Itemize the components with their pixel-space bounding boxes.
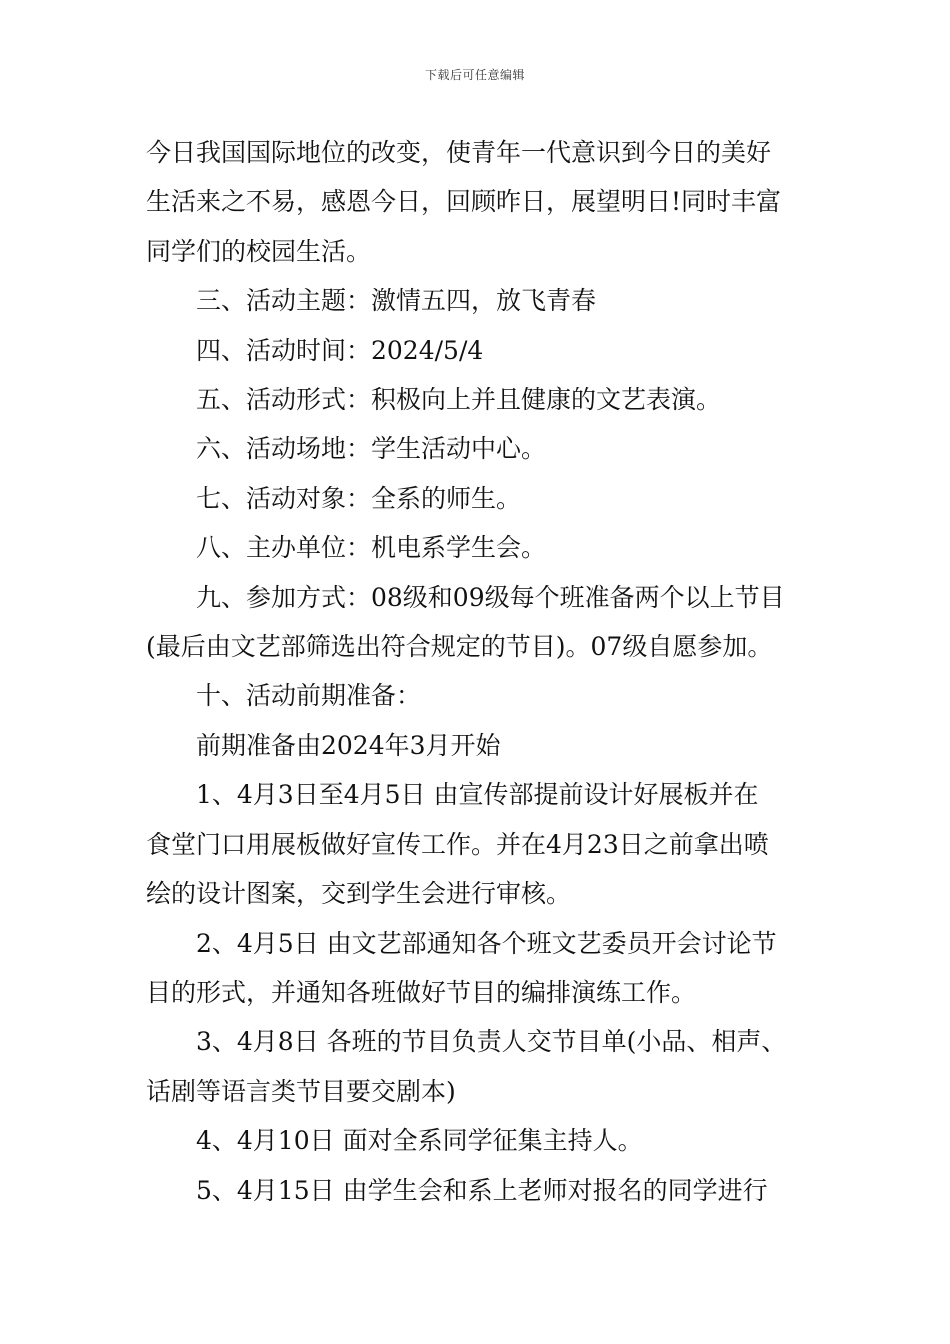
text-line: 1、4月3日至4月5日 由宣传部提前设计好展板并在 xyxy=(196,780,759,810)
paragraph-participation xyxy=(146,573,816,672)
paragraph-preparation-start xyxy=(146,721,816,770)
text-line: 食堂门口用展板做好宣传工作。并在4月23日之前拿出喷 xyxy=(146,829,769,859)
text-line: 六、活动场地：学生活动中心。 xyxy=(196,434,547,464)
paragraph-step-2 xyxy=(146,919,816,1018)
document-body xyxy=(146,128,816,1215)
text-line: 五、活动形式：积极向上并且健康的文艺表演。 xyxy=(196,385,722,415)
text-line: 四、活动时间：2024/5/4 xyxy=(196,335,484,365)
paragraph-step-3 xyxy=(146,1017,816,1116)
paragraph-step-5 xyxy=(146,1166,816,1215)
text-line: 今日我国国际地位的改变，使青年一代意识到今日的美好 xyxy=(146,138,772,167)
paragraph-activity-audience xyxy=(146,474,816,523)
text-line: 3、4月8日 各班的节目负责人交节目单(小品、相声、 xyxy=(196,1027,787,1057)
text-line: 目的形式，并通知各班做好节目的编排演练工作。 xyxy=(146,977,697,1007)
text-line: 话剧等语言类节目要交剧本) xyxy=(146,1076,456,1106)
text-line: 生活来之不易，感恩今日，回顾昨日，展望明日!同时丰富 xyxy=(146,187,782,217)
paragraph-activity-form xyxy=(146,375,816,424)
paragraph-activity-venue xyxy=(146,424,816,473)
text-line: 同学们的校园生活。 xyxy=(146,236,372,266)
text-line: 绘的设计图案，交到学生会进行审核。 xyxy=(146,879,572,909)
text-line: 七、活动对象：全系的师生。 xyxy=(196,483,522,513)
paragraph-activity-theme xyxy=(146,276,816,325)
page-header: 下载后可任意编辑 xyxy=(424,68,525,82)
text-line: (最后由文艺部筛选出符合规定的节目)。07级自愿参加。 xyxy=(146,632,773,662)
paragraph-activity-time xyxy=(146,326,816,375)
paragraph-organizer xyxy=(146,523,816,572)
text-line: 前期准备由2024年3月开始 xyxy=(196,730,501,760)
text-line: 十、活动前期准备： xyxy=(196,681,422,711)
text-line: 4、4月10日 面对全系同学征集主持人。 xyxy=(196,1126,643,1156)
paragraph-preparation-heading xyxy=(146,671,816,720)
text-line: 2、4月5日 由文艺部通知各个班文艺委员开会讨论节 xyxy=(196,928,777,958)
paragraph-step-4 xyxy=(146,1116,816,1165)
text-line: 八、主办单位：机电系学生会。 xyxy=(196,533,547,563)
paragraph-intro-continuation xyxy=(146,128,816,276)
text-line: 九、参加方式：08级和09级每个班准备两个以上节目 xyxy=(196,582,785,612)
paragraph-step-1 xyxy=(146,770,816,918)
text-line: 5、4月15日 由学生会和系上老师对报名的同学进行 xyxy=(196,1175,768,1205)
text-line: 三、活动主题：激情五四，放飞青春 xyxy=(196,286,597,316)
